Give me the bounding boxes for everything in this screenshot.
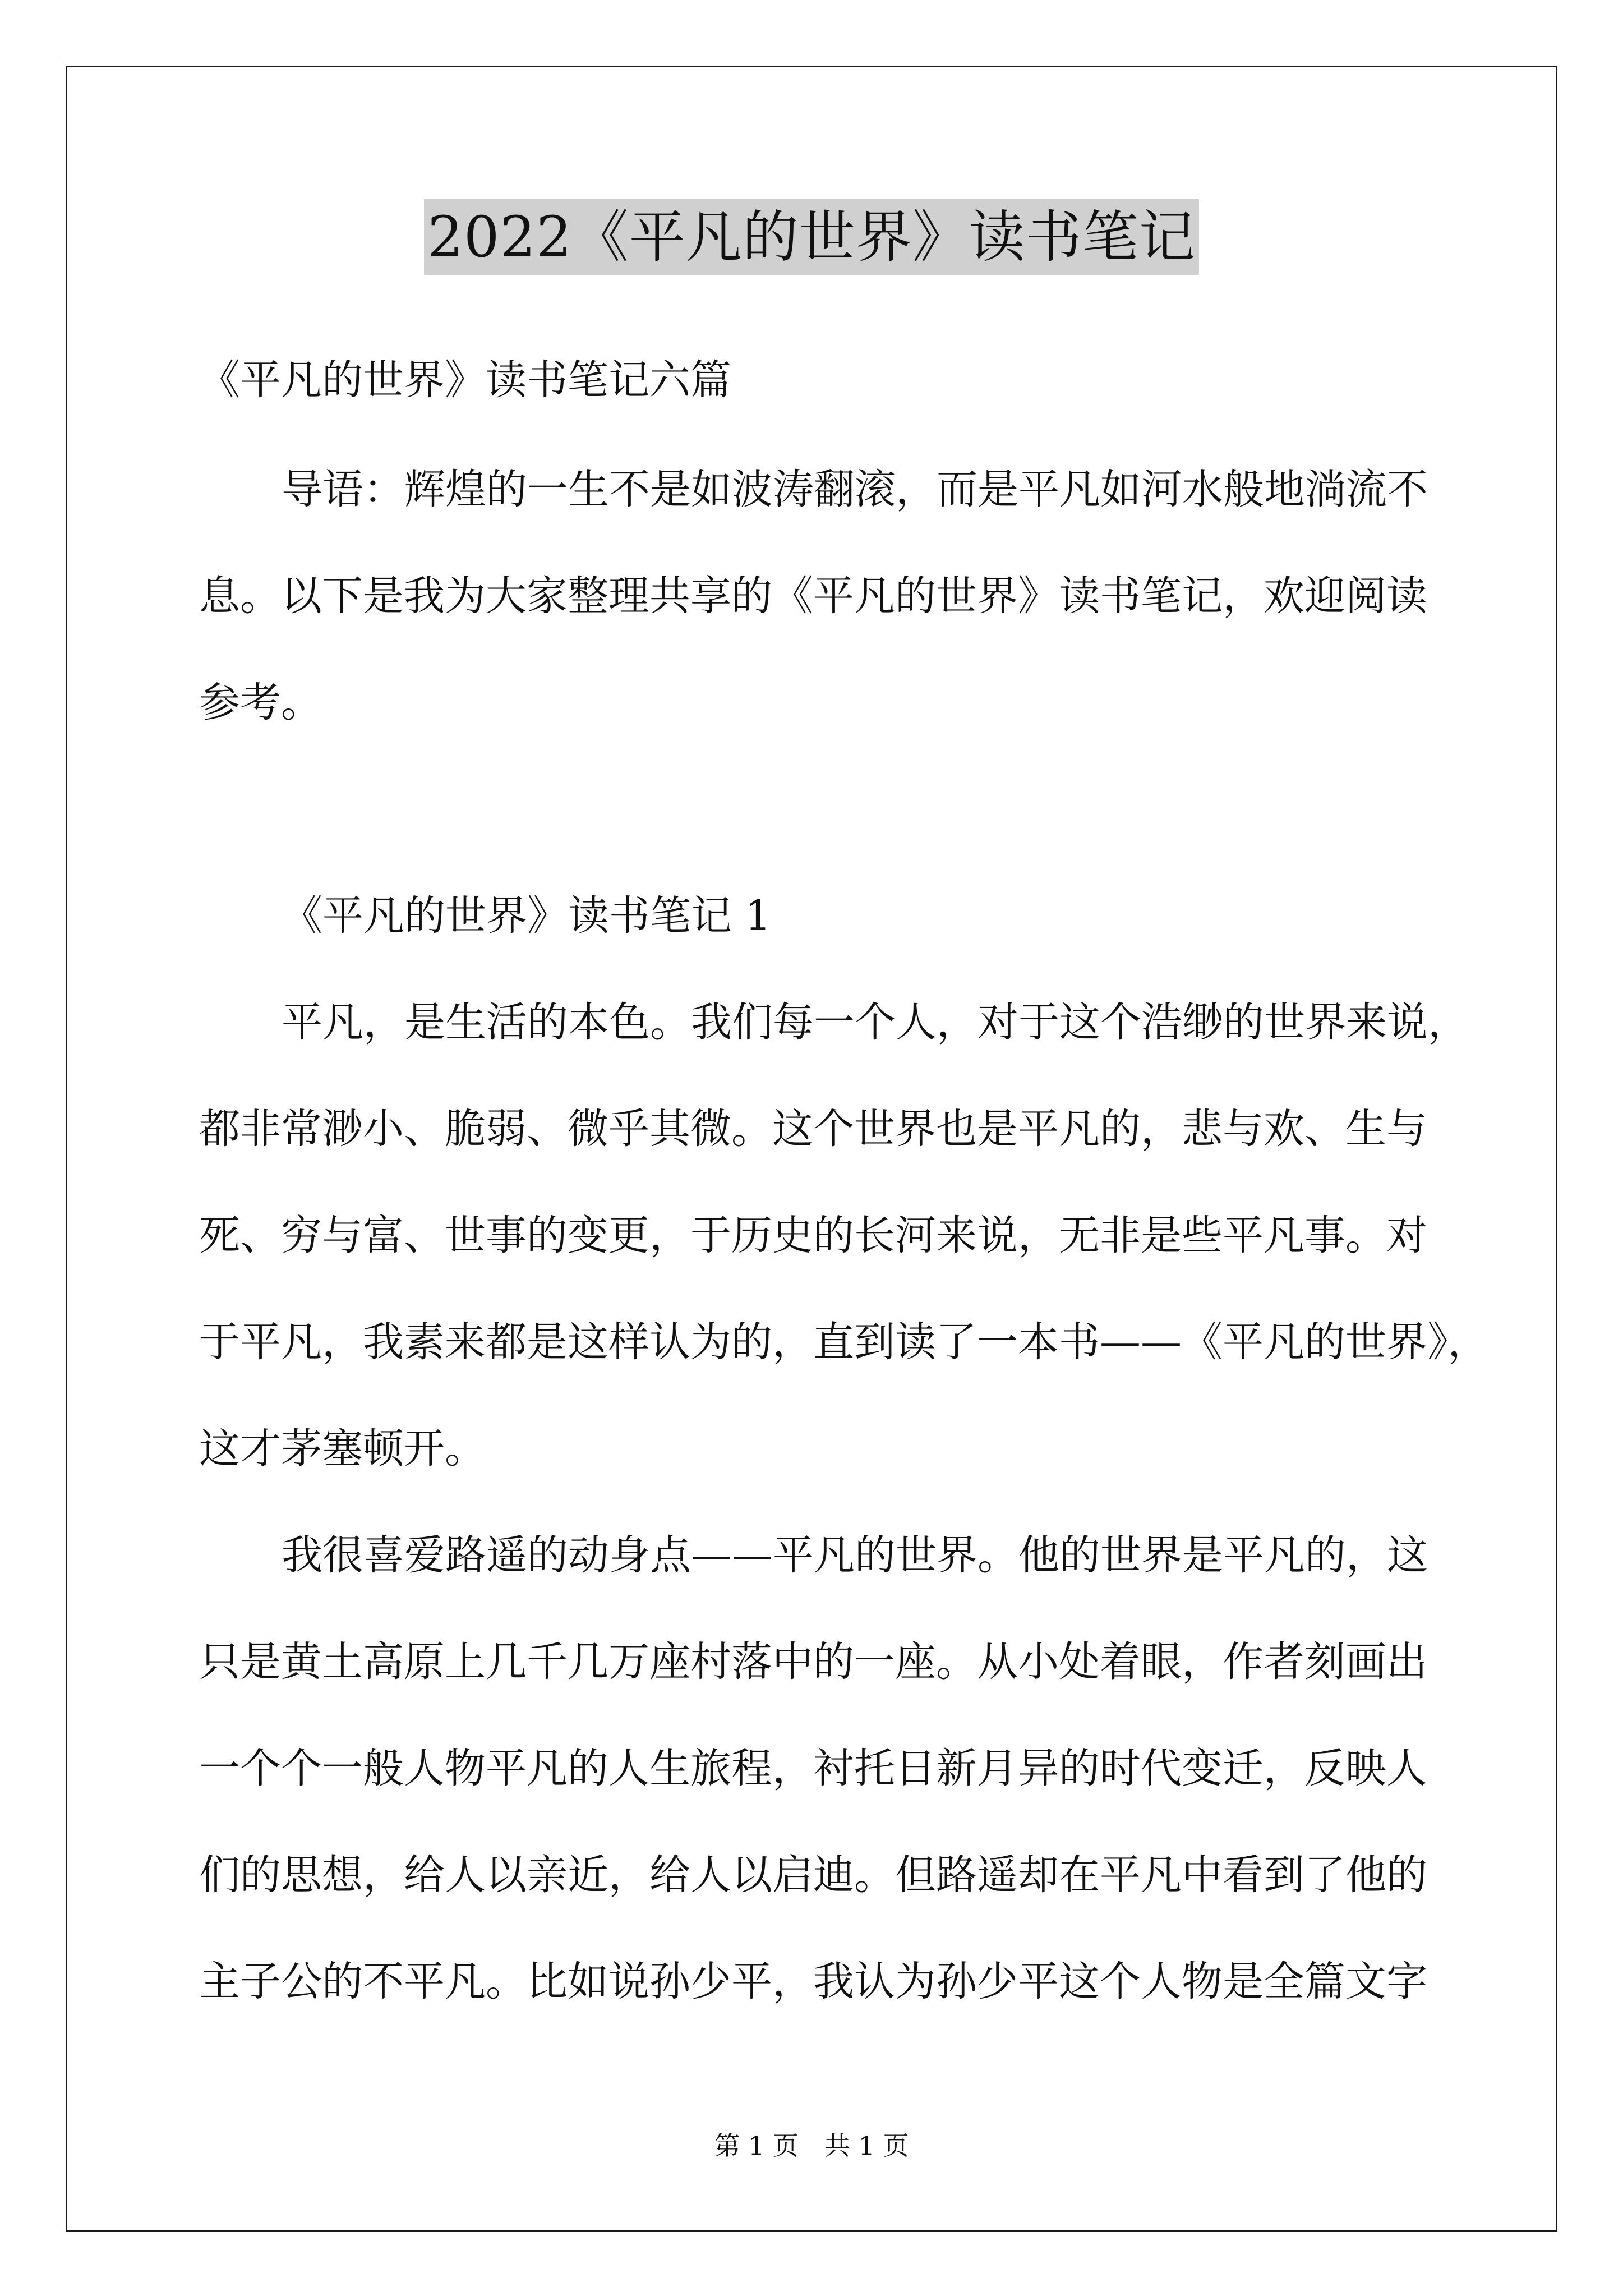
paragraph-line: 于平凡，我素来都是这样认为的，直到读了一本书——《平凡的世界》， [199,1318,1489,1366]
paragraph-line: 一个个一般人物平凡的人生旅程，衬托日新月异的时代变迁，反映人 [199,1745,1427,1792]
section-heading: 《平凡的世界》读书笔记 1 [282,892,771,940]
document-title: 2022《平凡的世界》读书笔记 [424,199,1199,275]
paragraph-line: 这才茅塞顿开。 [199,1425,486,1473]
document-subtitle: 《平凡的世界》读书笔记六篇 [199,356,731,404]
paragraph-line: 死、穷与富、世事的变更，于历史的长河来说，无非是些平凡事。对 [199,1212,1427,1259]
paragraph-line: 们的思想，给人以亲近，给人以启迪。但路遥却在平凡中看到了他的 [199,1851,1427,1899]
paragraph-line: 都非常渺小、脆弱、微乎其微。这个世界也是平凡的，悲与欢、生与 [199,1105,1427,1153]
intro-line: 导语：辉煌的一生不是如波涛翻滚，而是平凡如河水般地淌流不 [282,466,1428,513]
intro-line: 息。以下是我为大家整理共享的《平凡的世界》读书笔记，欢迎阅读 [199,572,1427,620]
paragraph-line: 平凡，是生活的本色。我们每一个人，对于这个浩缈的世界来说， [282,999,1469,1046]
document-title-block [0,199,1623,275]
paragraph-line: 我很喜爱路遥的动身点——平凡的世界。他的世界是平凡的，这 [282,1531,1428,1579]
page-footer: 第 1 页 共 1 页 [714,2131,909,2161]
intro-line: 参考。 [199,679,322,726]
paragraph-line: 只是黄土高原上几千几万座村落中的一座。从小处着眼，作者刻画出 [199,1638,1427,1686]
paragraph-line: 主子公的不平凡。比如说孙少平，我认为孙少平这个人物是全篇文字 [199,1958,1427,2005]
